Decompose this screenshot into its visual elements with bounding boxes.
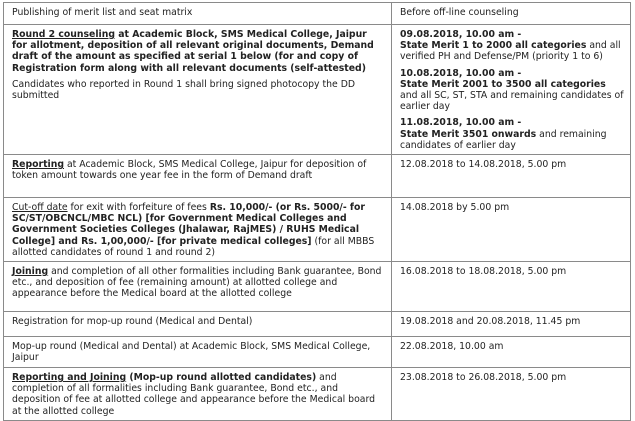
event-cell: Mop-up round (Medical and Dental) at Academic Block, SMS Medical College, Jaipur [4, 337, 392, 368]
event-cell [4, 155, 392, 198]
event-lead: Reporting and Joining [12, 372, 127, 384]
event-cell [4, 262, 392, 312]
table-row-cutoff [4, 198, 631, 262]
event-cell [4, 198, 392, 262]
fee-details: Rs. 10,000/- (or Rs. 5000/- for SC/ST/OBCNCL/MBC NCL) [for Government Medical Colleges and Government Societies Colleges (Jhalawar, RajMES) / RUHS Medical College] and Rs. 1,00,000/- [for private medical colleges] [12, 202, 365, 247]
event-lead: Round 2 counseling [12, 29, 116, 40]
event-text: for exit with forfeiture of fees [67, 202, 210, 214]
event-lead: Joining [12, 266, 49, 278]
event-note: Candidates who reported in Round 1 shall bring signed photocopy the DD submitted [12, 78, 356, 102]
schedule-detail: and all verified PH and Defense/PM (priority 1 to 6) [400, 40, 621, 63]
event-text: at Academic Block, SMS Medical College, Jaipur for allotment, deposition of all relevant original documents, Demand draft of the amount as specified at serial 1 below (for and copy of Registration form along with all relevant documents (self-attested) [12, 29, 374, 74]
schedule-merit: State Merit 3501 onwards [400, 128, 537, 140]
event-cell: Publishing of merit list and seat matrix [4, 3, 392, 25]
event-text: at Academic Block, SMS Medical College, Jaipur for deposition of token amount towards one year fee in the form of Demand draft [12, 159, 367, 182]
event-lead: Cut-off date [12, 202, 68, 214]
date-cell: Before off-line counseling [392, 3, 631, 25]
schedule-merit: State Merit 1 to 2000 all categories [400, 40, 587, 52]
counseling-schedule-table [3, 2, 631, 421]
table-row-merit-list [4, 3, 631, 25]
schedule-detail: and remaining candidates of earlier day [400, 128, 607, 151]
table-row-reporting [4, 155, 631, 198]
event-tail: (for all MBBS allotted candidates of round 1 and round 2) [12, 235, 375, 258]
date-cell: 19.08.2018 and 20.08.2018, 11.45 pm [392, 312, 631, 337]
schedule-detail: and all SC, ST, STA and remaining candidates of earlier day [400, 90, 624, 113]
event-bold-text: (Mop-up round allotted candidates) [126, 372, 317, 384]
schedule-date: 11.08.2018, 10.00 am - [400, 117, 522, 129]
date-cell: 22.08.2018, 10.00 am [392, 337, 631, 368]
date-cell: 16.08.2018 to 18.08.2018, 5.00 pm [392, 262, 631, 312]
table-row-joining [4, 262, 631, 312]
event-cell: Registration for mop-up round (Medical and Dental) [4, 312, 392, 337]
event-text: and completion of all other formalities including Bank guarantee, Bond etc., and deposition of fee (remaining amount) at allotted college and appearance before the Medical board at the allotted college [12, 266, 382, 300]
schedule-date: 10.08.2018, 10.00 am - [400, 67, 522, 79]
table-row-round2 [4, 25, 631, 155]
event-lead: Reporting [12, 159, 64, 171]
event-cell [4, 368, 392, 421]
table-row-mopup-round [4, 337, 631, 368]
date-cell [392, 25, 631, 155]
event-text: and completion of all formalities including Bank guarantee, Bond etc., and deposition of fee at allotted college and appearance before the Medical board at the allotted college [12, 372, 376, 417]
table-row-mopup-registration [4, 312, 631, 337]
schedule-merit: State Merit 2001 to 3500 all categories [400, 78, 606, 90]
date-cell: 12.08.2018 to 14.08.2018, 5.00 pm [392, 155, 631, 198]
schedule-date: 09.08.2018, 10.00 am - [400, 29, 522, 40]
event-cell [4, 25, 392, 155]
date-cell: 23.08.2018 to 26.08.2018, 5.00 pm [392, 368, 631, 421]
date-cell: 14.08.2018 by 5.00 pm [392, 198, 631, 262]
table-row-mopup-joining [4, 368, 631, 421]
